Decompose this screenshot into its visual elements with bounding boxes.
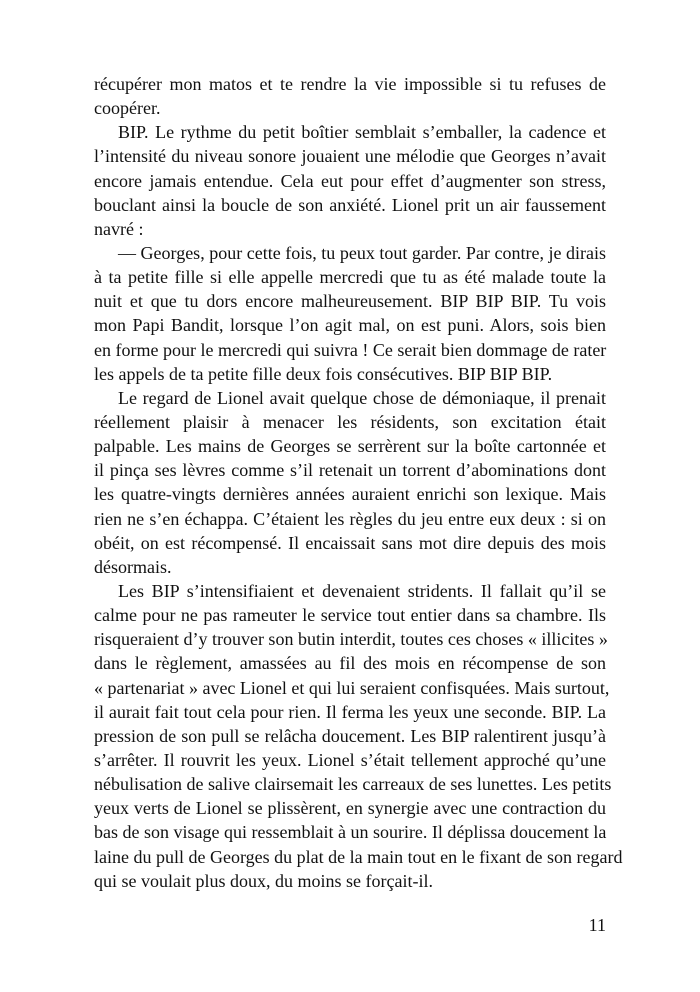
text-line: qui se voulait plus doux, du moins se forçait-il. (94, 870, 433, 891)
page-number: 11 (588, 915, 606, 935)
text-line: en forme pour le mercredi qui suivra ! Ce serait bien dommage de rater (94, 339, 607, 360)
text-line: il aurait fait tout cela pour rien. Il ferma les yeux une seconde. BIP. La (94, 701, 606, 722)
text-line: l’intensité du niveau sonore jouaient une mélodie que Georges n’avait (94, 146, 606, 167)
paragraph (94, 72, 606, 120)
text-line: les appels de ta petite fille deux fois consécutives. BIP BIP BIP. (94, 363, 553, 384)
text-line: rien ne s’en échappa. C’étaient les règles du jeu entre eux deux : si on (94, 508, 606, 529)
text-line: nuit et que tu dors encore malheureusement. BIP BIP BIP. Tu vois (94, 291, 606, 312)
text-line: dans le règlement, amassées au fil des mois en récompense de son (94, 653, 606, 674)
text-line: nébulisation de salive clairsemait les carreaux de ses lunettes. Les petits (94, 774, 612, 795)
text-line: palpable. Les mains de Georges se serrèrent sur la boîte cartonnée et (94, 436, 606, 457)
paragraph (94, 579, 623, 893)
text-line: — Georges, pour cette fois, tu peux tout garder. Par contre, je dirais (118, 242, 606, 263)
page-body (94, 72, 623, 893)
text-line: récupérer mon matos et te rendre la vie impossible si tu refuses de (94, 74, 606, 94)
text-line: coopérer. (94, 98, 161, 119)
text-line: pression de son pull se relâcha doucement. Les BIP ralentirent jusqu’à (94, 725, 606, 746)
paragraph (94, 386, 606, 579)
paragraph (94, 241, 606, 386)
text-line: Le regard de Lionel avait quelque chose de démoniaque, il prenait (118, 387, 606, 408)
text-line: bouclant ainsi la boucle de son anxiété. Lionel prit un air faussement (94, 194, 606, 215)
text-line: il pinça ses lèvres comme s’il retenait un torrent d’abominations dont (94, 460, 606, 481)
text-line: laine du pull de Georges du plat de la main tout en le fixant de son regard (94, 846, 623, 867)
text-line: Les BIP s’intensifiaient et devenaient stridents. Il fallait qu’il se (118, 580, 606, 601)
text-line: les quatre-vingts dernières années auraient enrichi son lexique. Mais (94, 484, 606, 505)
text-line: bas de son visage qui ressemblait à un sourire. Il déplissa doucement la (94, 822, 607, 843)
text-line: s’arrêter. Il rouvrit les yeux. Lionel s’était tellement approché qu’une (94, 749, 606, 770)
text-line: navré : (94, 218, 144, 239)
text-line: à ta petite fille si elle appelle mercredi que tu as été malade toute la (94, 267, 606, 288)
text-line: obéit, on est récompensé. Il encaissait sans mot dire depuis des mois (94, 532, 606, 553)
text-line: encore jamais entendue. Cela eut pour effet d’augmenter son stress, (94, 170, 606, 191)
text-line: yeux verts de Lionel se plissèrent, en synergie avec une contraction du (94, 798, 606, 819)
text-line: calme pour ne pas rameuter le service tout entier dans sa chambre. Ils (94, 605, 606, 626)
text-line: « partenariat » avec Lionel et qui lui seraient confisquées. Mais surtout, (94, 677, 610, 698)
text-line: réellement plaisir à menacer les résidents, son excitation était (94, 411, 606, 432)
text-line: risqueraient d’y trouver son butin interdit, toutes ces choses « illicites » (94, 629, 608, 650)
text-line: mon Papi Bandit, lorsque l’on agit mal, on est puni. Alors, sois bien (94, 315, 606, 336)
paragraph (94, 120, 606, 241)
text-line: BIP. Le rythme du petit boîtier semblait s’emballer, la cadence et (118, 122, 606, 143)
text-line: désormais. (94, 556, 172, 577)
